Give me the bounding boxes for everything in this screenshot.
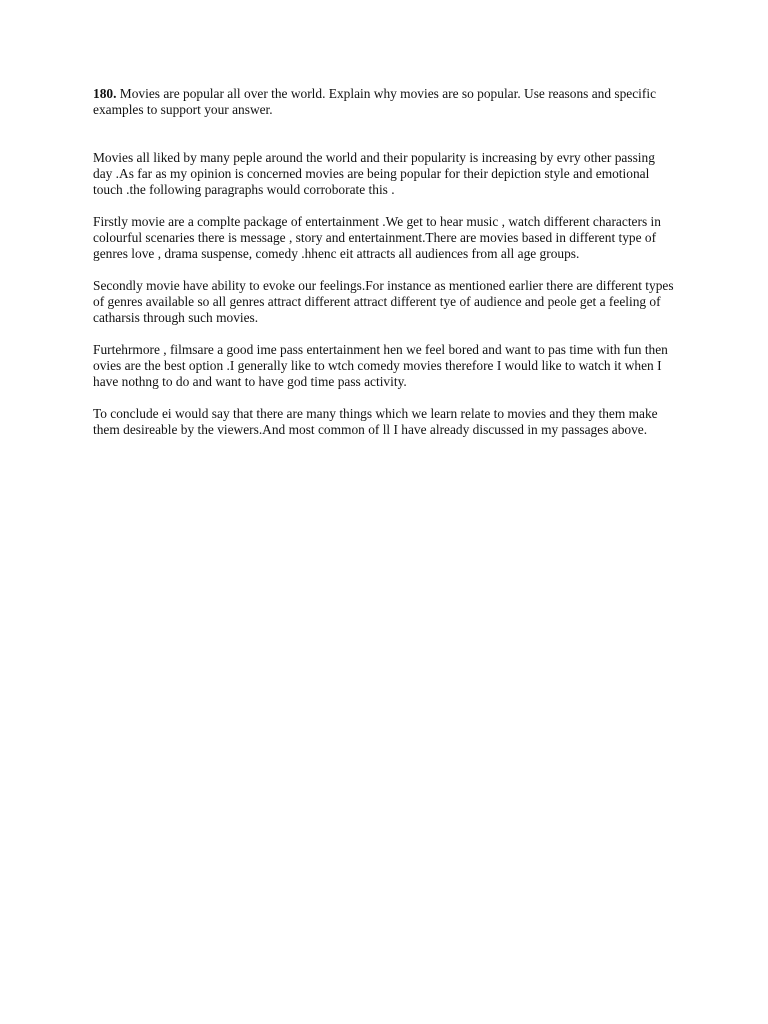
essay-paragraph-third-reason: Furtehrmore , filmsare a good ime pass entertainment hen we feel bored and want to pas time with fun then ovies are the best option .I generally like to wtch comedy movies therefore I would like to watch it when I have nothng to do and want to have god time pass activity.	[93, 342, 668, 389]
document-body	[93, 86, 675, 454]
essay-text	[93, 150, 675, 438]
essay-paragraph-introduction: Movies all liked by many peple around the world and their popularity is increasing by evry other passing day .As far as my opinion is concerned movies are being popular for their depiction style and emotional touch .the following paragraphs would corroborate this .	[93, 150, 655, 197]
prompt-number: 180.	[93, 86, 117, 101]
essay-paragraph-conclusion: To conclude ei would say that there are many things which we learn relate to movies and they them make them desireable by the viewers.And most common of ll I have already discussed in my passages above.	[93, 406, 658, 437]
prompt-text: Movies are popular all over the world. Explain why movies are so popular. Use reasons and specific examples to support your answer.	[93, 86, 657, 117]
essay-paragraph-second-reason: Secondly movie have ability to evoke our feelings.For instance as mentioned earlier there are different types of genres available so all genres attract different attract different tye of audience and peole get a feeling of catharsis through such movies.	[93, 278, 674, 325]
essay-paragraph-first-reason: Firstly movie are a complte package of entertainment .We get to hear music , watch different characters in colourful scenaries there is message , story and entertainment.There are movies based in different type of genres love , drama suspense, comedy .hhenc eit attracts all audiences from all age groups.	[93, 214, 661, 261]
essay-prompt	[93, 86, 675, 118]
